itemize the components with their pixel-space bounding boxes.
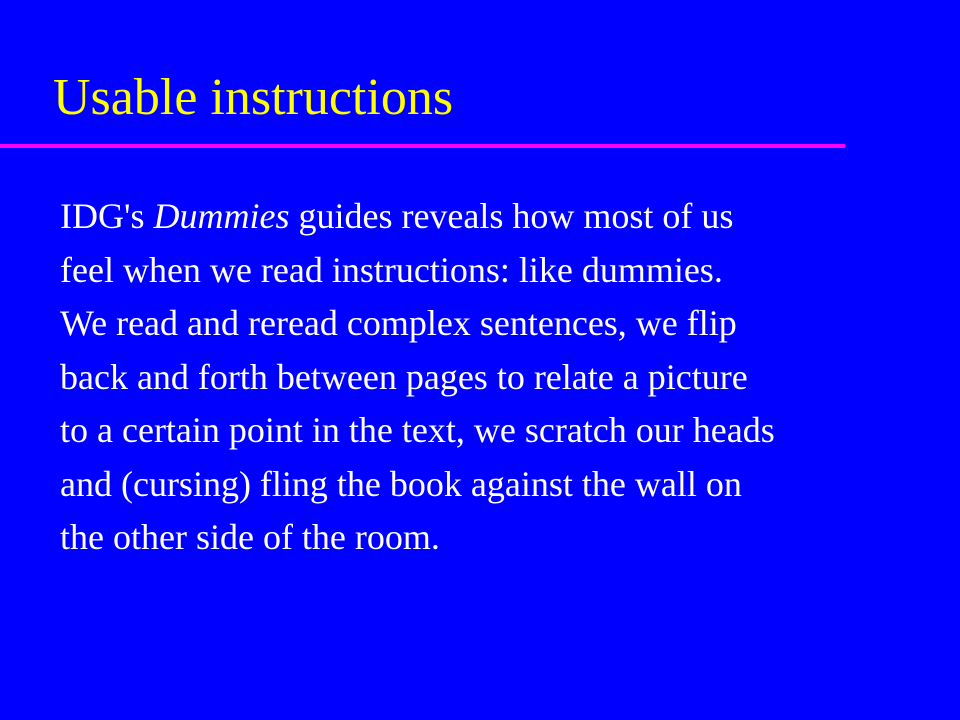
body-line-1-emphasis: Dummies xyxy=(153,196,290,236)
body-line-1 xyxy=(60,190,940,244)
body-line-3: We read and reread complex sentences, we flip xyxy=(60,303,737,343)
title-underline-rule xyxy=(0,144,845,148)
body-line-7: the other side of the room. xyxy=(60,517,440,557)
body-line-5: to a certain point in the text, we scratch our heads xyxy=(60,410,775,450)
body-line-6: and (cursing) fling the book against the wall on xyxy=(60,463,742,504)
body-line-1-end: guides reveals how most of us xyxy=(289,196,734,236)
body-paragraph xyxy=(60,190,940,565)
body-line-1-start: IDG's xyxy=(60,196,154,236)
slide-title: Usable instructions xyxy=(53,69,454,126)
body-line-2: feel when we read instructions: like dummies. xyxy=(60,249,723,290)
body-line-4: back and forth between pages to relate a picture xyxy=(60,356,748,397)
